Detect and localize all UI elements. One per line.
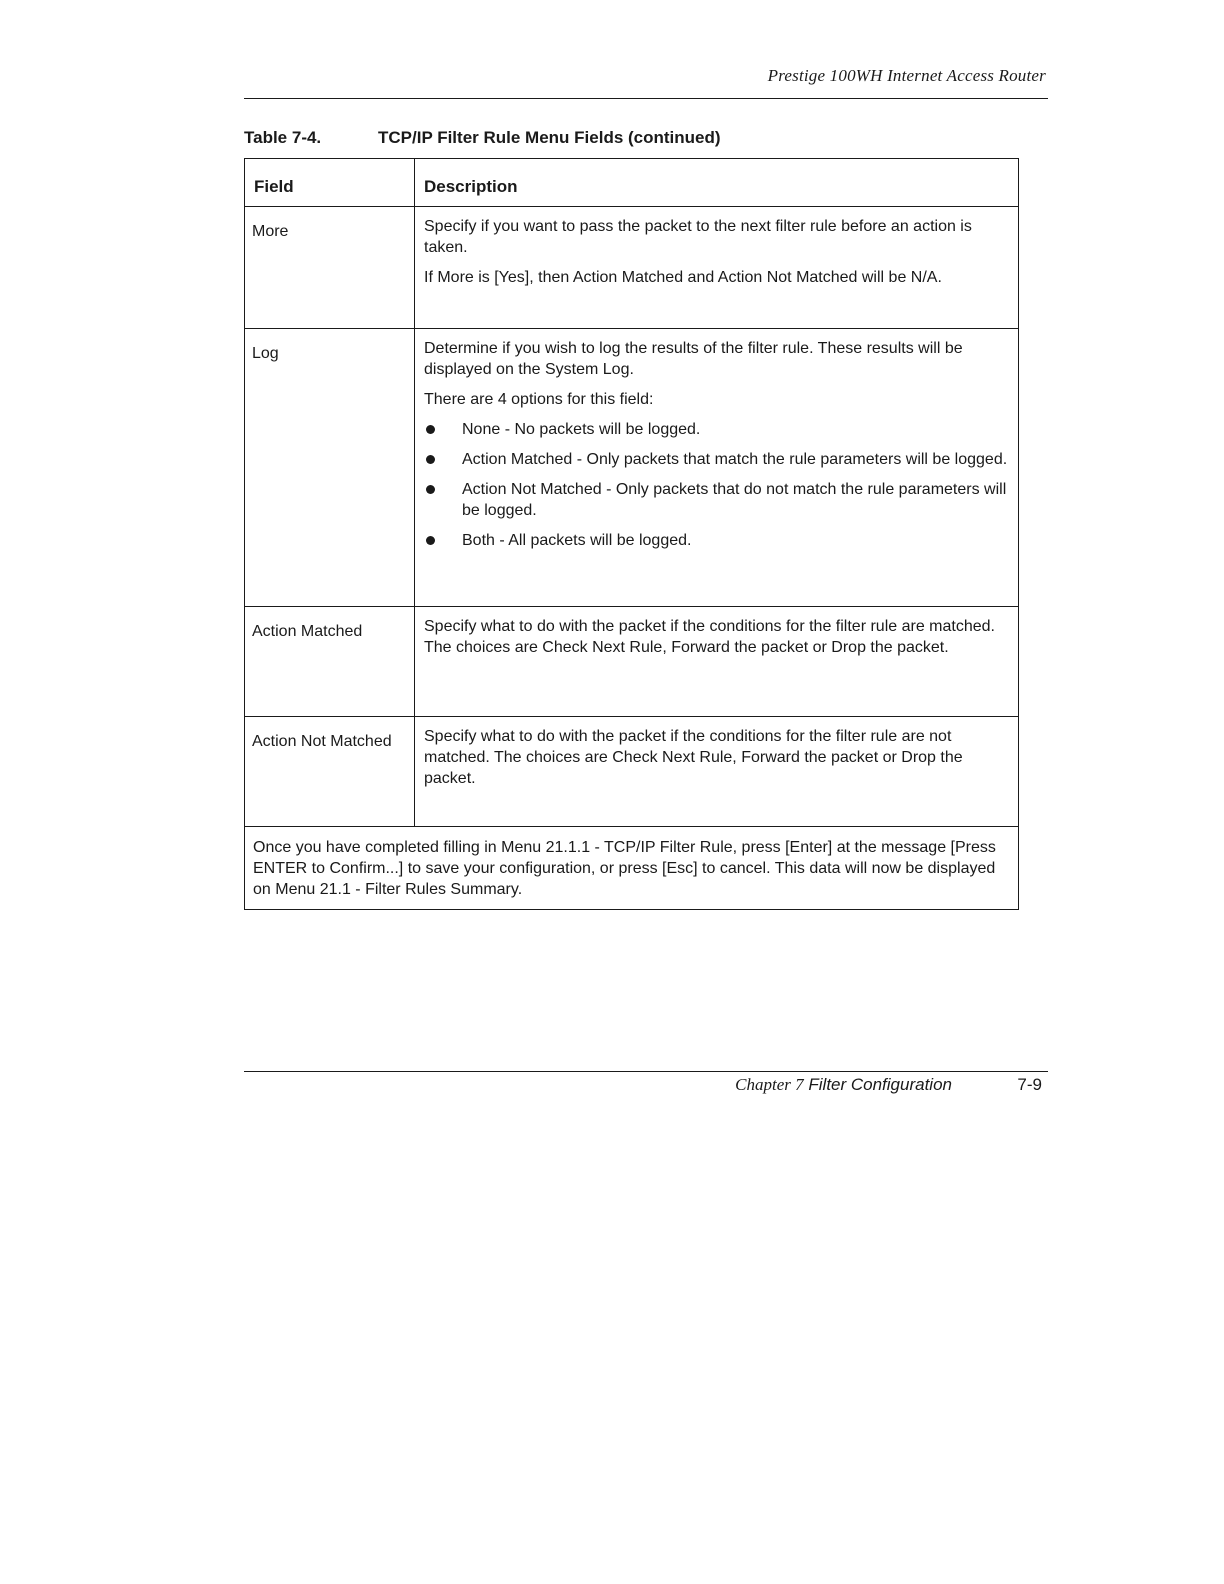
table-caption-title: TCP/IP Filter Rule Menu Fields (continued) <box>378 128 721 147</box>
description-paragraph: There are 4 options for this field: <box>424 391 654 408</box>
table-row <box>245 329 1019 607</box>
field-description <box>415 717 1019 827</box>
table-row <box>245 717 1019 827</box>
list-item-text: Action Matched - Only packets that match the rule parameters will be logged. <box>462 451 1008 468</box>
fields-table <box>244 158 1019 910</box>
list-item-text: Both - All packets will be logged. <box>462 532 692 549</box>
description-paragraph: Specify if you want to pass the packet to the next filter rule before an action is taken. <box>424 218 972 256</box>
table-note-row <box>245 827 1019 910</box>
table-row <box>245 207 1019 329</box>
column-header-field: Field <box>245 159 415 207</box>
field-name: Action Matched <box>245 607 415 717</box>
footer-rule <box>244 1071 1048 1072</box>
description-paragraph: If More is [Yes], then Action Matched and Action Not Matched will be N/A. <box>424 269 942 286</box>
description-paragraph: Specify what to do with the packet if the conditions for the filter rule are not matched. The choices are Check Next Rule, Forward the packet or Drop the packet. <box>424 728 963 787</box>
table-row <box>245 607 1019 717</box>
footer-chapter-title: Filter Configuration <box>808 1075 952 1094</box>
header-rule <box>244 98 1048 99</box>
bullet-icon <box>426 485 435 494</box>
field-description <box>415 607 1019 717</box>
list-item <box>424 449 1012 470</box>
footer-chapter-word: Chapter 7 <box>735 1075 804 1094</box>
list-item-text: Action Not Matched - Only packets that do not match the rule parameters will be logged. <box>462 481 1007 519</box>
table-header-row <box>245 159 1019 207</box>
list-item <box>424 479 1012 521</box>
table-note: Once you have completed filling in Menu 21.1.1 - TCP/IP Filter Rule, press [Enter] at the message [Press ENTER to Confirm...] to save your configuration, or press [Esc] to cancel. This data will now be displayed on Menu 21.1 - Filter Rules Summary. <box>245 827 1019 910</box>
bullet-icon <box>426 536 435 545</box>
list-item <box>424 530 1012 551</box>
table-caption <box>244 128 721 148</box>
field-name: Action Not Matched <box>245 717 415 827</box>
bullet-icon <box>426 455 435 464</box>
field-name: Log <box>245 329 415 607</box>
log-options-list <box>424 419 1012 551</box>
field-description <box>415 329 1019 607</box>
running-header: Prestige 100WH Internet Access Router <box>767 66 1046 85</box>
bullet-icon <box>426 425 435 434</box>
field-name: More <box>245 207 415 329</box>
table-caption-number: Table 7-4. <box>244 128 322 147</box>
list-item-text: None - No packets will be logged. <box>462 421 701 438</box>
footer-chapter <box>735 1075 952 1095</box>
page-number: 7-9 <box>1017 1075 1042 1094</box>
description-paragraph: Determine if you wish to log the results of the filter rule. These results will be displayed on the System Log. <box>424 340 963 378</box>
list-item <box>424 419 1012 440</box>
column-header-description: Description <box>415 159 1019 207</box>
description-paragraph: Specify what to do with the packet if the conditions for the filter rule are matched. The choices are Check Next Rule, Forward the packet or Drop the packet. <box>424 618 995 656</box>
field-description <box>415 207 1019 329</box>
